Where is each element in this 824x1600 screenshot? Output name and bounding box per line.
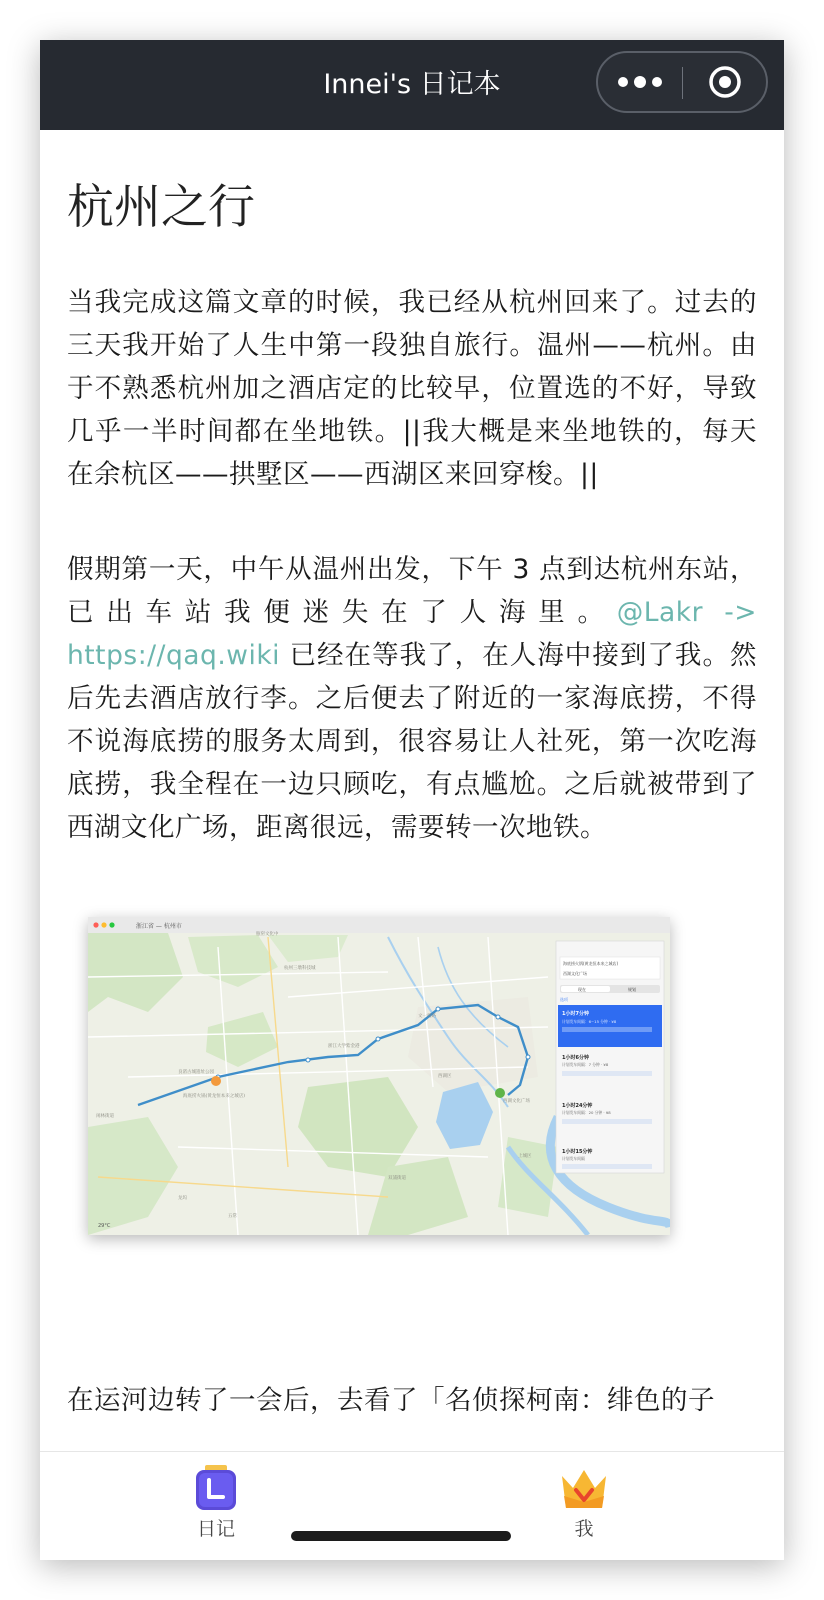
- tab-diary[interactable]: [156, 1452, 276, 1560]
- svg-text:文一西路: 文一西路: [418, 1014, 436, 1019]
- tab-label: 日记: [196, 1518, 235, 1540]
- map-route-detail: 计划发车间隔：20 分钟 · ¥8: [562, 1110, 611, 1115]
- svg-text:良渚古城遗址公园: 良渚古城遗址公园: [178, 1070, 214, 1075]
- map-route-detail: 计划发车间隔: [562, 1156, 585, 1161]
- map-routes-header: 选项: [560, 997, 568, 1002]
- map-window-title: 浙江省 — 杭州市: [136, 923, 182, 930]
- svg-text:闲林街道: 闲林街道: [96, 1114, 114, 1119]
- map-temperature: 29°C: [98, 1223, 111, 1229]
- nav-bar: [40, 40, 784, 130]
- svg-text:海底捞火锅(黄龙恒本来之城店): 海底捞火锅(黄龙恒本来之城店): [183, 1094, 246, 1099]
- map-route-duration: 1小时24分钟: [562, 1103, 593, 1109]
- map-drawing: [88, 917, 670, 1235]
- article-content[interactable]: [40, 130, 784, 1451]
- target-circle-icon[interactable]: [708, 65, 742, 99]
- map-route-duration: 1小时7分钟: [562, 1011, 589, 1017]
- nav-title: Innei's 日记本: [323, 69, 501, 100]
- tab-label: 我: [574, 1518, 594, 1540]
- mini-program-capsule: [596, 51, 768, 113]
- svg-text:龙坞: 龙坞: [178, 1196, 187, 1201]
- svg-text:瓶窑文化中: 瓶窑文化中: [256, 932, 279, 937]
- crown-icon: [559, 1466, 609, 1512]
- svg-text:西湖区: 西湖区: [438, 1074, 452, 1079]
- post-title: 杭州之行: [67, 180, 255, 235]
- map-segment-plan: 规划: [628, 987, 636, 992]
- tab-bar: [40, 1451, 784, 1560]
- paragraph: 在运河边转了一会后，去看了「名侦探柯南：绯色的子: [67, 1385, 715, 1416]
- svg-text:五常: 五常: [228, 1214, 237, 1219]
- map-route-duration: 1小时6分钟: [562, 1055, 589, 1061]
- svg-text:西湖文化广场: 西湖文化广场: [503, 1099, 530, 1104]
- diary-calendar-icon: [193, 1464, 239, 1512]
- map-route-duration: 1小时15分钟: [562, 1149, 593, 1155]
- phone-screen: [40, 40, 784, 1560]
- home-indicator[interactable]: [291, 1531, 511, 1541]
- paragraph-text: 已经在等我了，在人海中接到了我。然后先去酒店放行李。之后便去了附近的一家海底捞，不得不说海底捞的服务太周到，很容易让人社死，第一次吃海底捞，我全程在一边只顾吃，有点尴尬。之后就被带到了西湖文化广场，距离很远，需要转一次地铁。: [67, 640, 757, 843]
- map-from-field: 海底捞火锅(黄龙恒本来之城店): [563, 961, 619, 966]
- svg-text:上城区: 上城区: [518, 1154, 532, 1159]
- tab-me[interactable]: [524, 1452, 644, 1560]
- capsule-divider: [682, 67, 683, 99]
- more-dots-icon[interactable]: [616, 53, 666, 111]
- map-segment-now: 现在: [578, 987, 586, 992]
- paragraph: [67, 548, 757, 849]
- svg-text:浙江大学紫金港: 浙江大学紫金港: [328, 1044, 360, 1049]
- svg-text:双浦街道: 双浦街道: [388, 1176, 406, 1181]
- map-to-field: 西湖文化广场: [563, 971, 587, 976]
- map-route-detail: 计划发车间隔：6~15 分钟 · ¥8: [562, 1019, 617, 1024]
- paragraph-text: 假期第一天，中午从温州出发，下午 3 点到达杭州东站，已出车站我便迷失在了人海里。: [67, 554, 757, 628]
- paragraph: 当我完成这篇文章的时候，我已经从杭州回来了。过去的三天我开始了人生中第一段独自旅行。温州——杭州。由于不熟悉杭州加之酒店定的比较早，位置选的不好，导致几乎一半时间都在坐地铁。||我大概是来坐地铁的，每天在余杭区——拱墅区——西湖区来回穿梭。||: [67, 287, 757, 490]
- map-screenshot-image[interactable]: [88, 917, 670, 1235]
- map-route-detail: 计划发车间隔：7 分钟 · ¥8: [562, 1062, 609, 1067]
- svg-text:杭州三墩科技城: 杭州三墩科技城: [284, 966, 316, 971]
- external-link[interactable]: @Lakr -> https://qaq.wiki: [67, 597, 758, 671]
